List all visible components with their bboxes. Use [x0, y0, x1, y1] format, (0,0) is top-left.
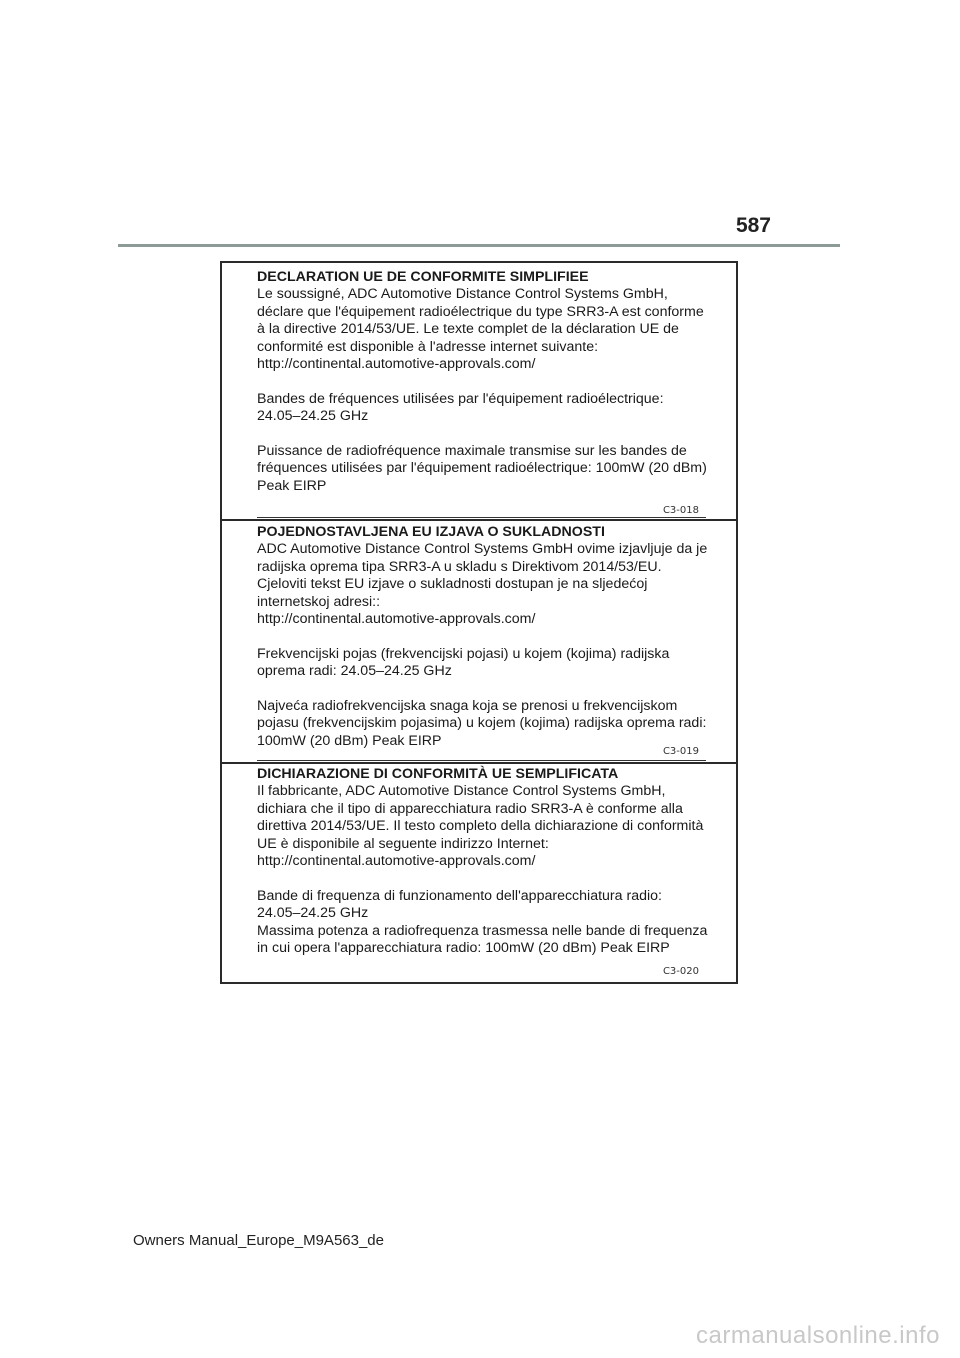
- text-line: Cjeloviti tekst EU izjave o sukladnosti dostupan je na sljedećoj: [257, 576, 648, 593]
- page-number: 587: [735, 214, 771, 237]
- text-line: Il fabbricante, ADC Automotive Distance Control Systems GmbH,: [257, 783, 666, 800]
- text-line: oprema radi: 24.05–24.25 GHz: [257, 663, 452, 680]
- text-line: déclare que l'équipement radioélectrique du type SRR3-A est conforme: [257, 303, 704, 320]
- text-line: Bande di frequenza di funzionamento dell'apparecchiatura radio:: [257, 887, 662, 904]
- section-title: POJEDNOSTAVLJENA EU IZJAVA O SUKLADNOSTI: [257, 524, 605, 540]
- text-line: pojasu (frekvencijskim pojasima) u kojem (kojima) radijska oprema radi:: [257, 715, 707, 732]
- header-rule: [118, 244, 840, 247]
- text-line: Bandes de fréquences utilisées par l'équipement radioélectrique:: [257, 390, 664, 407]
- image-code: C3-020: [662, 966, 699, 977]
- image-code: C3-018: [662, 505, 699, 516]
- text-line: Le soussigné, ADC Automotive Distance Control Systems GmbH,: [257, 286, 668, 303]
- text-line: 100mW (20 dBm) Peak EIRP: [257, 732, 442, 749]
- text-line: à la directive 2014/53/UE. Le texte complet de la déclaration UE de: [257, 321, 679, 338]
- text-line: radijska oprema tipa SRR3-A u skladu s Direktivom 2014/53/EU.: [257, 558, 662, 575]
- text-line: ADC Automotive Distance Control Systems GmbH ovime izjavljuje da je: [257, 541, 708, 558]
- text-line: Frekvencijski pojas (frekvencijski pojasi) u kojem (kojima) radijska: [257, 645, 670, 662]
- text-line: dichiara che il tipo di apparecchiatura radio SRR3-A è conforme alla: [257, 800, 683, 817]
- section-title: DECLARATION UE DE CONFORMITE SIMPLIFIEE: [257, 269, 589, 285]
- footer-text: Owners Manual_Europe_M9A563_de: [133, 1232, 384, 1249]
- code-underline: [257, 760, 706, 761]
- section-it: [222, 766, 736, 984]
- text-line: Massima potenza a radiofrequenza trasmessa nelle bande di frequenza: [257, 922, 708, 939]
- text-line: internetskoj adresi::: [257, 593, 381, 610]
- text-line: 24.05–24.25 GHz: [257, 408, 369, 425]
- text-line: Puissance de radiofréquence maximale transmise sur les bandes de: [257, 443, 687, 460]
- text-line: http://continental.automotive-approvals.com/: [257, 853, 536, 870]
- text-line: direttiva 2014/53/UE. Il testo completo della dichiarazione di conformità: [257, 818, 704, 835]
- image-code: C3-019: [662, 746, 699, 757]
- section-hr: [222, 524, 736, 763]
- section-divider: [222, 762, 736, 764]
- text-line: 24.05–24.25 GHz: [257, 905, 369, 922]
- text-line: Najveća radiofrekvencijska snaga koja se prenosi u frekvencijskom: [257, 698, 678, 715]
- text-line: conformité est disponible à l'adresse internet suivante:: [257, 338, 599, 355]
- section-fr: [222, 269, 736, 521]
- section-divider: [222, 519, 736, 521]
- code-underline: [257, 517, 706, 518]
- text-line: fréquences utilisées par l'équipement radioélectrique: 100mW (20 dBm): [257, 460, 707, 477]
- text-line: http://continental.automotive-approvals.com/: [257, 611, 536, 628]
- text-line: Peak EIRP: [257, 477, 327, 494]
- text-line: UE è disponibile al seguente indirizzo Internet:: [257, 835, 549, 852]
- declaration-box: [220, 261, 738, 984]
- section-title: DICHIARAZIONE DI CONFORMITÀ UE SEMPLIFICATA: [257, 766, 619, 782]
- text-line: http://continental.automotive-approvals.com/: [257, 356, 536, 373]
- text-line: in cui opera l'apparecchiatura radio: 100mW (20 dBm) Peak EIRP: [257, 940, 670, 957]
- watermark: carmanualsonline.info: [696, 1322, 940, 1349]
